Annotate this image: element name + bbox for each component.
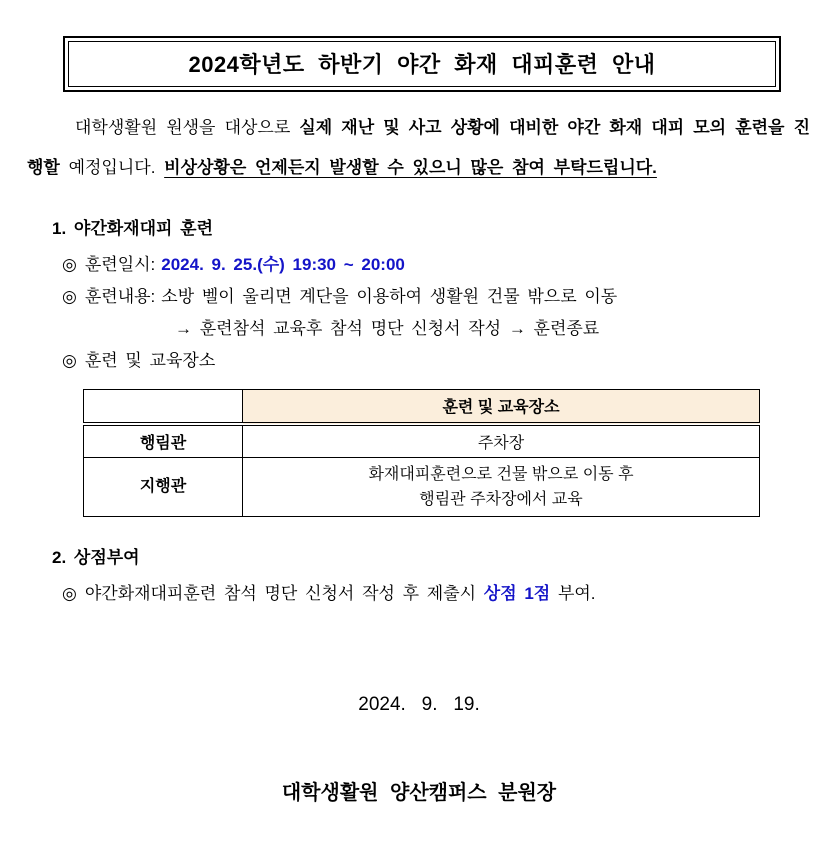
- bullseye-bullet-icon: ◎: [62, 287, 77, 306]
- section2-heading: 2. 상점부여: [52, 547, 140, 567]
- drill-schedule-value: 2024. 9. 25.(수) 19:30 ~ 20:00: [161, 255, 405, 274]
- intro-paragraph: [27, 108, 810, 188]
- place-cell: [243, 457, 760, 516]
- table-header-empty-cell: [84, 390, 243, 424]
- table-row: [84, 457, 760, 516]
- building-name-cell: 행림관: [84, 424, 243, 458]
- intro-text-bold-underline: 비상상황은 언제든지 발생할 수 있으니 많은 참여 부탁드립니다.: [164, 158, 657, 177]
- signature-title: 대학생활원 양산캠퍼스 분원장: [281, 781, 557, 804]
- section1-heading: 1. 야간화재대피 훈련: [52, 219, 213, 238]
- document-date: 2024. 9. 19.: [358, 693, 480, 715]
- bullseye-bullet-icon: ◎: [62, 583, 77, 603]
- drill-schedule-line: [62, 249, 838, 281]
- bullseye-bullet-icon: ◎: [62, 351, 77, 370]
- drill-content-line: [62, 281, 838, 313]
- intro-text-normal-2: 예정입니다.: [59, 158, 165, 177]
- merit-point-line: [62, 578, 838, 610]
- building-name-cell: 지행관: [84, 457, 243, 516]
- training-place-table: [83, 389, 760, 517]
- page-title: 2024학년도 하반기 야간 화재 대피훈련 안내: [188, 52, 656, 77]
- merit-point-highlight: 상점 1점: [483, 583, 551, 603]
- place-line-1: 화재대피훈련으로 건물 밖으로 이동 후: [368, 465, 634, 483]
- title-box-inner: [68, 41, 776, 87]
- drill-content-label: 훈련내용:: [84, 287, 156, 306]
- drill-schedule-label: 훈련일시:: [84, 255, 156, 274]
- drill-content-continuation: → 훈련참석 교육후 참석 명단 신청서 작성 → 훈련종료: [175, 319, 600, 338]
- place-cell: 주차장: [243, 424, 760, 458]
- intro-text-normal-1: 대학생활원 원생을 대상으로: [75, 118, 300, 137]
- table-row: [84, 424, 760, 458]
- merit-text-after: 부여.: [550, 583, 596, 603]
- place-line-2: 행림관 주차장에서 교육: [419, 490, 583, 508]
- intro-text-bold: 실제 재난 및 사고 상황에 대비한 야간 화재 대피 모의 훈련을 진행할: [27, 118, 810, 177]
- table-header-row: [84, 390, 760, 424]
- table-header-place-cell: 훈련 및 교육장소: [243, 390, 760, 424]
- merit-text-before: 야간화재대피훈련 참석 명단 신청서 작성 후 제출시: [84, 583, 484, 603]
- drill-place-label: 훈련 및 교육장소: [84, 351, 216, 370]
- drill-content-value: 소방 벨이 울리면 계단을 이용하여 생활원 건물 밖으로 이동: [161, 287, 618, 306]
- drill-place-line: [62, 345, 838, 377]
- title-box: [63, 36, 781, 92]
- bullseye-bullet-icon: ◎: [62, 255, 77, 274]
